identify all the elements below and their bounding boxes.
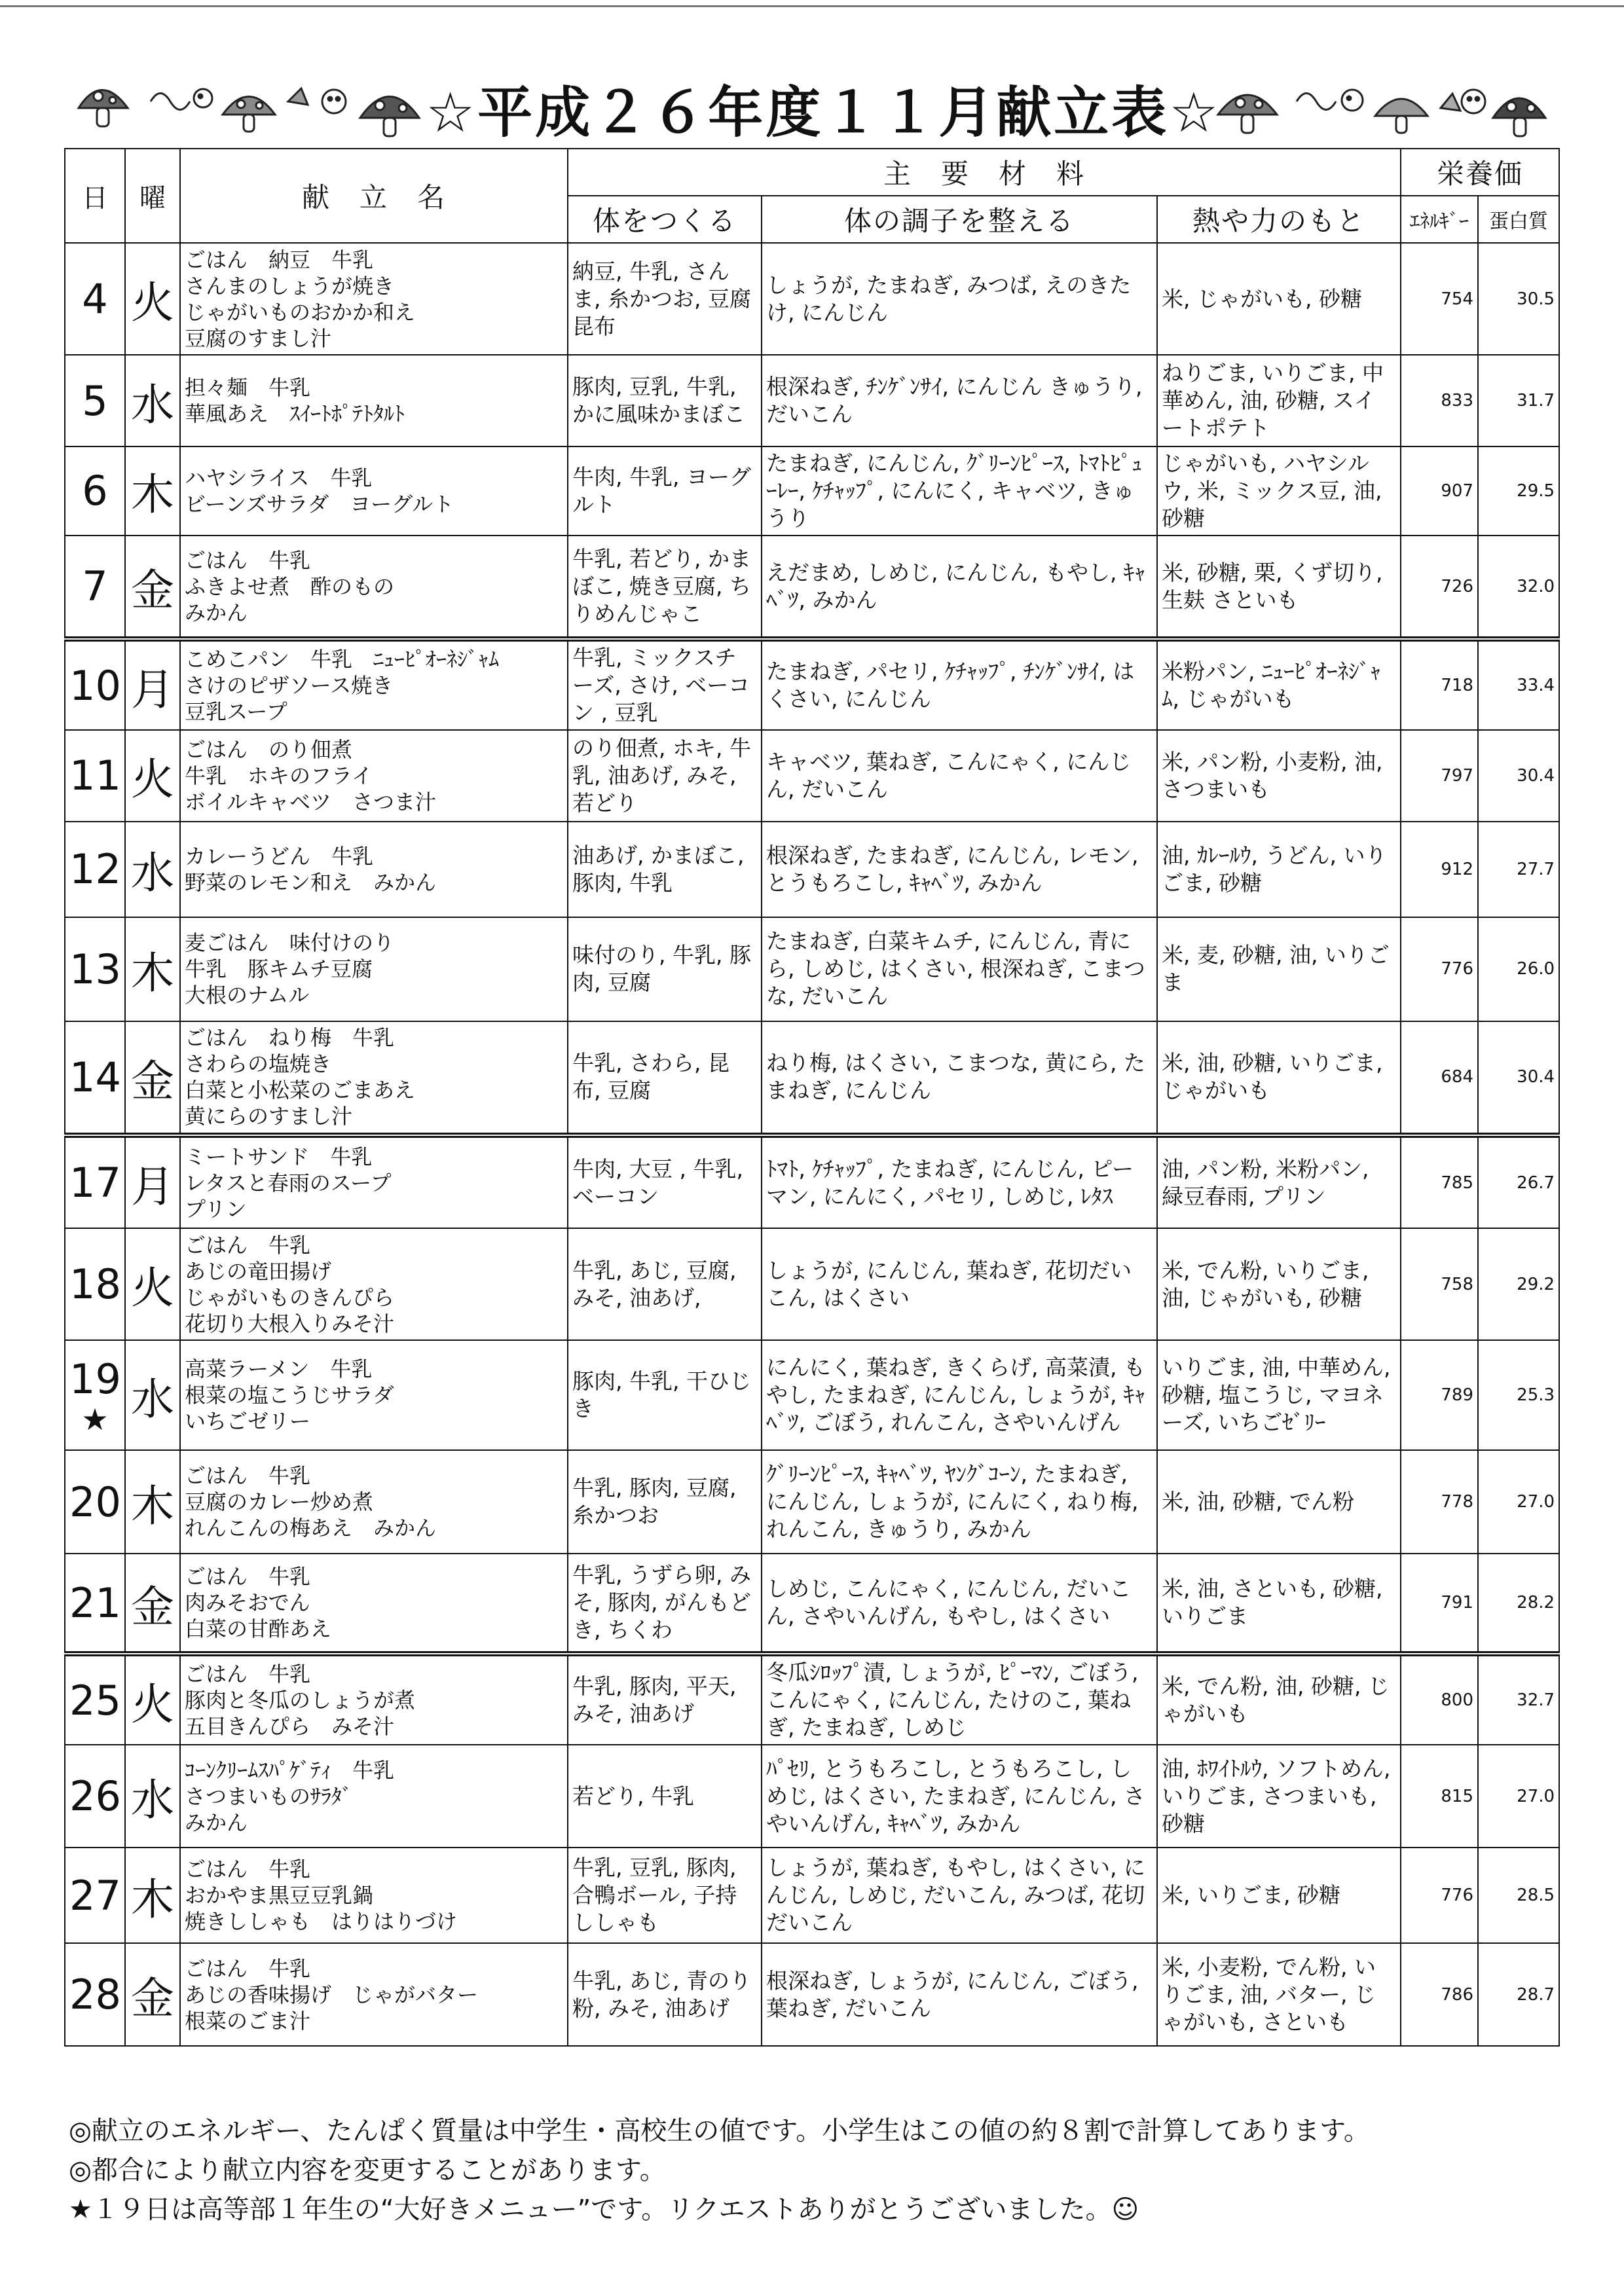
dishes-cell	[180, 1554, 568, 1653]
dish-name: あじの竜田揚げ	[185, 1258, 332, 1284]
day-number: 14	[69, 1053, 121, 1101]
weekday: 水	[125, 822, 180, 917]
body-condition-cell: にんにく, 葉ねぎ, きくらげ, 高菜漬, もやし, たまねぎ, にんじん, しょうが, ｷｬﾍﾞﾂ, ごぼう, れんこん, さやいんげん	[762, 1340, 1157, 1449]
top-rule	[0, 5, 1624, 7]
energy-value: 776	[1401, 1848, 1478, 1943]
dish-name: さつまいものｻﾗﾀﾞ	[185, 1783, 353, 1809]
protein-value: 28.5	[1478, 1848, 1559, 1943]
weekday: 月	[125, 1135, 180, 1228]
dish-name: いちごゼリー	[185, 1409, 311, 1434]
day-cell	[65, 355, 125, 446]
weekday: 金	[125, 536, 180, 640]
header-day: 日	[65, 149, 125, 243]
weekday: 火	[125, 1228, 180, 1340]
dish-name: ごはん 牛乳	[185, 1956, 311, 1981]
energy-source-cell: 米, いりごま, 砂糖	[1157, 1848, 1401, 1943]
dish-name: ごはん ねり梅 牛乳	[185, 1025, 395, 1051]
dish-name: ごはん 牛乳	[185, 1857, 311, 1882]
weekday: 木	[125, 446, 180, 535]
weekday: 水	[125, 1745, 180, 1848]
header	[72, 62, 1552, 145]
body-build-cell: 牛乳, 豚肉, 平天, みそ, 油あげ	[568, 1654, 762, 1745]
energy-value: 797	[1401, 730, 1478, 822]
table-row	[65, 1745, 1559, 1848]
dish-name: 高菜ラーメン 牛乳	[185, 1357, 373, 1382]
dish-name: ごはん 牛乳	[185, 1564, 311, 1590]
energy-value: 800	[1401, 1654, 1478, 1745]
dishes-cell	[180, 1228, 568, 1340]
day-number: 4	[82, 275, 108, 323]
day-number: 11	[69, 752, 121, 800]
protein-value: 29.2	[1478, 1228, 1559, 1340]
dish-name: ボイルキャベツ さつま汁	[185, 789, 437, 814]
day-number: 6	[82, 467, 108, 515]
body-build-cell: 牛肉, 牛乳, ヨーグルト	[568, 446, 762, 535]
energy-value: 815	[1401, 1745, 1478, 1848]
dish-name: 担々麺 牛乳	[185, 375, 311, 401]
dish-name: さんまのしょうが焼き	[185, 273, 395, 299]
dishes-cell	[180, 639, 568, 730]
energy-value: 778	[1401, 1450, 1478, 1554]
dishes-cell	[180, 355, 568, 446]
dish-name: みかん	[185, 1810, 248, 1835]
protein-value: 27.7	[1478, 822, 1559, 917]
dishes-cell	[180, 1943, 568, 2046]
day-cell	[65, 1135, 125, 1228]
dish-name: あじの香味揚げ じゃがバター	[185, 1982, 479, 2007]
weekday: 金	[125, 1943, 180, 2046]
header-main-ingredients: 主 要 材 料	[568, 149, 1401, 196]
energy-source-cell: 米, パン粉, 小麦粉, 油, さつまいも	[1157, 730, 1401, 822]
energy-value: 785	[1401, 1135, 1478, 1228]
table-row	[65, 355, 1559, 446]
energy-source-cell: 油, ｶﾚｰﾙｳ, うどん, いりごま, 砂糖	[1157, 822, 1401, 917]
dish-name: プリン	[185, 1196, 247, 1222]
day-number: 27	[69, 1871, 121, 1920]
energy-value: 789	[1401, 1340, 1478, 1449]
dishes-cell	[180, 730, 568, 822]
dish-name: れんこんの梅あえ みかん	[185, 1516, 437, 1540]
day-cell	[65, 1745, 125, 1848]
day-number: 17	[69, 1159, 121, 1207]
energy-value: 684	[1401, 1021, 1478, 1136]
protein-value: 27.0	[1478, 1450, 1559, 1554]
protein-value: 27.0	[1478, 1745, 1559, 1848]
table-row	[65, 1943, 1559, 2046]
dish-name: ごはん 牛乳	[185, 1463, 311, 1488]
energy-value: 786	[1401, 1943, 1478, 2046]
note-change: ◎都合により献立内容を変更することがあります。	[69, 2155, 666, 2185]
dish-name: ごはん のり佃煮	[185, 737, 353, 762]
note-request: ★１９日は高等部１年生の“大好きメニュー”です。リクエストありがとうございました。☺	[69, 2195, 1139, 2225]
day-cell	[65, 1340, 125, 1449]
body-condition-cell: 根深ねぎ, しょうが, にんじん, ごぼう, 葉ねぎ, だいこん	[762, 1943, 1157, 2046]
weekday: 金	[125, 1021, 180, 1136]
body-condition-cell: 根深ねぎ, たまねぎ, にんじん, レモン, とうもろこし, ｷｬﾍﾞﾂ, みかん	[762, 822, 1157, 917]
weekday: 木	[125, 917, 180, 1021]
dish-name: ビーンズサラダ ヨーグルト	[185, 491, 454, 517]
day-number: 19	[69, 1355, 121, 1403]
dish-name: 焼きししゃも はりはりづけ	[185, 1909, 458, 1935]
body-condition-cell: ｸﾞﾘｰﾝﾋﾟｰｽ, ｷｬﾍﾞﾂ, ﾔﾝｸﾞｺｰﾝ, たまねぎ, にんじん, しょうが, にんにく, ねり梅, れんこん, きゅうり, みかん	[762, 1450, 1157, 1554]
dish-name: 豆腐のすまし汁	[185, 325, 332, 351]
protein-value: 32.7	[1478, 1654, 1559, 1745]
dish-name: 牛乳 豚キムチ豆腐	[185, 957, 373, 982]
day-cell	[65, 446, 125, 535]
body-condition-cell: しょうが, にんじん, 葉ねぎ, 花切だいこん, はくさい	[762, 1228, 1157, 1340]
dishes-cell	[180, 822, 568, 917]
dish-name: 白菜の甘酢あえ	[185, 1616, 332, 1642]
dish-name: 肉みそおでん	[185, 1590, 310, 1616]
table-row	[65, 1228, 1559, 1340]
body-build-cell: 豚肉, 豆乳, 牛乳, かに風味かまぼこ	[568, 355, 762, 446]
header-body-condition: 体の調子を整える	[762, 196, 1157, 243]
header-nutrition: 栄養価	[1401, 149, 1559, 196]
star-icon: ★	[81, 1401, 109, 1437]
energy-value: 791	[1401, 1554, 1478, 1653]
body-condition-cell: たまねぎ, 白菜キムチ, にんじん, 青にら, しめじ, はくさい, 根深ねぎ, こまつな, だいこん	[762, 917, 1157, 1021]
weekday: 水	[125, 355, 180, 446]
body-condition-cell: しょうが, 葉ねぎ, もやし, はくさい, にんじん, しめじ, だいこん, みつば, 花切だいこん	[762, 1848, 1157, 1943]
dish-name: 根菜の塩こうじサラダ	[185, 1383, 394, 1408]
dishes-cell	[180, 1745, 568, 1848]
energy-source-cell: 米粉パン, ﾆｭｰﾋﾟｵｰﾈｼﾞｬﾑ, じゃがいも	[1157, 639, 1401, 730]
header-energy: ｴﾈﾙｷﾞｰ	[1401, 196, 1478, 243]
dish-name: 白菜と小松菜のごまあえ	[185, 1078, 416, 1103]
protein-value: 26.7	[1478, 1135, 1559, 1228]
header-energy-source: 熱や力のもと	[1157, 196, 1401, 243]
dish-name: じゃがいものきんぴら	[185, 1285, 395, 1310]
dish-name: 豆乳スープ	[185, 699, 287, 725]
dishes-cell	[180, 1848, 568, 1943]
body-build-cell: 豚肉, 牛乳, 干ひじき	[568, 1340, 762, 1449]
body-condition-cell: 根深ねぎ, ﾁﾝｹﾞﾝｻｲ, にんじん きゅうり, だいこん	[762, 355, 1157, 446]
table-row	[65, 536, 1559, 640]
dishes-cell	[180, 1450, 568, 1554]
table-row	[65, 1135, 1559, 1228]
dish-name: 黄にらのすまし汁	[185, 1104, 353, 1129]
dish-name: 牛乳 ホキのフライ	[185, 763, 373, 788]
table-row	[65, 1848, 1559, 1943]
day-cell	[65, 730, 125, 822]
energy-source-cell: 油, ﾎﾜｲﾄﾙｳ, ソフトめん, いりごま, さつまいも, 砂糖	[1157, 1745, 1401, 1848]
body-condition-cell: しめじ, こんにゃく, にんじん, だいこん, さやいんげん, もやし, はくさい	[762, 1554, 1157, 1653]
day-number: 12	[69, 845, 121, 894]
protein-value: 26.0	[1478, 917, 1559, 1021]
body-condition-cell: しょうが, たまねぎ, みつば, えのきたけ, にんじん	[762, 243, 1157, 355]
energy-value: 912	[1401, 822, 1478, 917]
energy-source-cell: 油, パン粉, 米粉パン, 緑豆春雨, プリン	[1157, 1135, 1401, 1228]
protein-value: 30.4	[1478, 1021, 1559, 1136]
energy-source-cell: 米, 油, さといも, 砂糖, いりごま	[1157, 1554, 1401, 1653]
dish-name: 花切り大根入りみそ汁	[185, 1311, 395, 1336]
body-build-cell: 味付のり, 牛乳, 豚肉, 豆腐	[568, 917, 762, 1021]
energy-source-cell: 米, 油, 砂糖, いりごま, じゃがいも	[1157, 1021, 1401, 1136]
dish-name: さわらの塩焼き	[185, 1051, 332, 1077]
day-number: 7	[82, 562, 108, 610]
energy-source-cell: 米, でん粉, いりごま, 油, じゃがいも, 砂糖	[1157, 1228, 1401, 1340]
body-build-cell: 牛乳, 豆乳, 豚肉, 合鴨ボール, 子持ししゃも	[568, 1848, 762, 1943]
body-build-cell: 牛乳, あじ, 豆腐, みそ, 油あげ,	[568, 1228, 762, 1340]
protein-value: 28.7	[1478, 1943, 1559, 2046]
body-condition-cell: ねり梅, はくさい, こまつな, 黄にら, たまねぎ, にんじん	[762, 1021, 1157, 1136]
body-build-cell: 牛肉, 大豆 , 牛乳, ベーコン	[568, 1135, 762, 1228]
body-condition-cell: えだまめ, しめじ, にんじん, もやし, ｷｬﾍﾞﾂ, みかん	[762, 536, 1157, 640]
dish-name: みかん	[185, 600, 248, 625]
table-row	[65, 1554, 1559, 1653]
day-cell	[65, 822, 125, 917]
body-condition-cell: キャベツ, 葉ねぎ, こんにゃく, にんじん, だいこん	[762, 730, 1157, 822]
weekday: 金	[125, 1554, 180, 1653]
dish-name: ごはん 牛乳	[185, 1662, 311, 1687]
dish-name: ごはん 牛乳	[185, 547, 311, 573]
energy-source-cell: 米, じゃがいも, 砂糖	[1157, 243, 1401, 355]
page-title: ☆平成２６年度１１月献立表☆	[426, 81, 1221, 145]
dishes-cell	[180, 1021, 568, 1136]
day-cell	[65, 639, 125, 730]
body-build-cell: 納豆, 牛乳, さんま, 糸かつお, 豆腐 昆布	[568, 243, 762, 355]
weekday: 火	[125, 730, 180, 822]
table-row	[65, 822, 1559, 917]
energy-source-cell: 米, でん粉, 油, 砂糖, じゃがいも	[1157, 1654, 1401, 1745]
protein-value: 32.0	[1478, 536, 1559, 640]
protein-value: 33.4	[1478, 639, 1559, 730]
day-cell	[65, 1021, 125, 1136]
dish-name: ごはん 納豆 牛乳	[185, 247, 374, 272]
energy-source-cell: 米, 砂糖, 栗, くず切り, 生麸 さといも	[1157, 536, 1401, 640]
weekday: 火	[125, 1654, 180, 1745]
dishes-cell	[180, 1654, 568, 1745]
energy-source-cell: 米, 油, 砂糖, でん粉	[1157, 1450, 1401, 1554]
weekday: 火	[125, 243, 180, 355]
energy-value: 776	[1401, 917, 1478, 1021]
table-row	[65, 446, 1559, 535]
day-number: 13	[69, 945, 121, 993]
table-row	[65, 1654, 1559, 1745]
table-row	[65, 730, 1559, 822]
day-cell	[65, 1554, 125, 1653]
dish-name: ｺｰﾝｸﾘｰﾑｽﾊﾟｹﾞﾃｨ 牛乳	[185, 1757, 395, 1783]
weekday: 木	[125, 1848, 180, 1943]
dish-name: ごはん 牛乳	[185, 1232, 311, 1258]
dish-name: ふきよせ煮 酢のもの	[185, 574, 395, 599]
dishes-cell	[180, 446, 568, 535]
weekday: 月	[125, 639, 180, 730]
dish-name: じゃがいものおかか和え	[185, 299, 416, 325]
day-number: 5	[82, 376, 108, 425]
dish-name: 大根のナムル	[185, 983, 310, 1008]
table-row	[65, 1450, 1559, 1554]
energy-source-cell: ねりごま, いりごま, 中華めん, 油, 砂糖, スイートポテト	[1157, 355, 1401, 446]
dish-name: さけのピザソース焼き	[185, 673, 394, 699]
dish-name: こめこパン 牛乳 ﾆｭｰﾋﾟｵｰﾈｼﾞｬﾑ	[185, 647, 500, 672]
protein-value: 29.5	[1478, 446, 1559, 535]
dish-name: 豚肉と冬瓜のしょうが煮	[185, 1688, 416, 1713]
table-row	[65, 243, 1559, 355]
body-condition-cell: たまねぎ, パセリ, ｹﾁｬｯﾌﾟ, ﾁﾝｹﾞﾝｻｲ, はくさい, にんじん	[762, 639, 1157, 730]
dishes-cell	[180, 243, 568, 355]
body-build-cell: 油あげ, かまぼこ, 豚肉, 牛乳	[568, 822, 762, 917]
energy-value: 758	[1401, 1228, 1478, 1340]
dishes-cell	[180, 1135, 568, 1228]
table-row	[65, 639, 1559, 730]
energy-value: 718	[1401, 639, 1478, 730]
energy-source-cell: いりごま, 油, 中華めん, 砂糖, 塩こうじ, マヨネーズ, いちごｾﾞﾘｰ	[1157, 1340, 1401, 1449]
day-cell	[65, 536, 125, 640]
day-cell	[65, 1848, 125, 1943]
dish-name: 五目きんぴら みそ汁	[185, 1714, 395, 1740]
body-build-cell: 牛乳, 豚肉, 豆腐, 糸かつお	[568, 1450, 762, 1554]
body-build-cell: 牛乳, うずら卵, みそ, 豚肉, がんもどき, ちくわ	[568, 1554, 762, 1653]
dish-name: 豆腐のカレー炒め煮	[185, 1489, 374, 1514]
body-condition-cell: 冬瓜ｼﾛｯﾌﾟ漬, しょうが, ﾋﾟｰﾏﾝ, ごぼう, こんにゃく, にんじん, たけのこ, 葉ねぎ, たまねぎ, しめじ	[762, 1654, 1157, 1745]
table-row	[65, 1340, 1559, 1449]
table-row	[65, 1021, 1559, 1136]
day-cell	[65, 1228, 125, 1340]
menu-rows	[65, 243, 1559, 2046]
dish-name: 野菜のレモン和え みかん	[185, 869, 437, 895]
weekday: 木	[125, 1450, 180, 1554]
note-energy: ◎献立のエネルギー、たんぱく質量は中学生・高校生の値です。小学生はこの値の約８割で計算してあります。	[69, 2116, 1370, 2146]
mushroom-decoration-right-icon	[1211, 62, 1552, 141]
day-cell	[65, 1654, 125, 1745]
header-body-build: 体をつくる	[568, 196, 762, 243]
energy-source-cell: 米, 麦, 砂糖, 油, いりごま	[1157, 917, 1401, 1021]
dish-name: カレーうどん 牛乳	[185, 843, 374, 869]
dish-name: 根菜のごま汁	[185, 2008, 311, 2033]
menu-table	[64, 148, 1560, 2047]
body-condition-cell: ﾄﾏﾄ, ｹﾁｬｯﾌﾟ, たまねぎ, にんじん, ピーマン, にんにく, パセリ, しめじ, ﾚﾀｽ	[762, 1135, 1157, 1228]
energy-value: 833	[1401, 355, 1478, 446]
day-number: 26	[69, 1772, 121, 1821]
dish-name: ハヤシライス 牛乳	[185, 465, 373, 490]
dish-name: レタスと春雨のスープ	[185, 1170, 392, 1195]
day-number: 28	[69, 1971, 121, 2019]
body-condition-cell: たまねぎ, にんじん, ｸﾞﾘｰﾝﾋﾟｰｽ, ﾄﾏﾄﾋﾟｭｰﾚｰ, ｹﾁｬｯﾌﾟ, にんにく, キャベツ, きゅうり	[762, 446, 1157, 535]
body-build-cell: のり佃煮, ホキ, 牛乳, 油あげ, みそ, 若どり	[568, 730, 762, 822]
dishes-cell	[180, 1340, 568, 1449]
body-build-cell: 牛乳, ミックスチーズ, さけ, ベーコン , 豆乳	[568, 639, 762, 730]
protein-value: 25.3	[1478, 1340, 1559, 1449]
day-number: 20	[69, 1478, 121, 1526]
dish-name: ミートサンド 牛乳	[185, 1144, 373, 1169]
body-build-cell: 牛乳, さわら, 昆布, 豆腐	[568, 1021, 762, 1136]
dish-name: 麦ごはん 味付けのり	[185, 930, 395, 956]
protein-value: 31.7	[1478, 355, 1559, 446]
energy-value: 907	[1401, 446, 1478, 535]
header-menu-name: 献 立 名	[180, 149, 568, 243]
weekday: 水	[125, 1340, 180, 1449]
notes	[69, 2111, 1575, 2229]
day-cell	[65, 243, 125, 355]
day-cell	[65, 1943, 125, 2046]
body-build-cell: 若どり, 牛乳	[568, 1745, 762, 1848]
protein-value: 30.4	[1478, 730, 1559, 822]
energy-source-cell: じゃがいも, ハヤシルウ, 米, ミックス豆, 油, 砂糖	[1157, 446, 1401, 535]
energy-value: 754	[1401, 243, 1478, 355]
day-cell	[65, 917, 125, 1021]
header-protein: 蛋白質	[1478, 196, 1559, 243]
body-build-cell: 牛乳, あじ, 青のり粉, みそ, 油あげ	[568, 1943, 762, 2046]
dish-name: おかやま黒豆豆乳鍋	[185, 1883, 374, 1908]
day-number: 21	[69, 1578, 121, 1627]
header-dow: 曜	[125, 149, 180, 243]
day-number: 10	[69, 661, 121, 710]
table-row	[65, 917, 1559, 1021]
body-condition-cell: ﾊﾟｾﾘ, とうもろこし, とうもろこし, しめじ, はくさい, たまねぎ, にんじん, さやいんげん, ｷｬﾍﾞﾂ, みかん	[762, 1745, 1157, 1848]
energy-source-cell: 米, 小麦粉, でん粉, いりごま, 油, バター, じゃがいも, さといも	[1157, 1943, 1401, 2046]
dish-name: 華風あえ ｽｲｰﾄﾎﾟﾃﾄﾀﾙﾄ	[185, 401, 405, 427]
protein-value: 30.5	[1478, 243, 1559, 355]
dishes-cell	[180, 536, 568, 640]
energy-value: 726	[1401, 536, 1478, 640]
day-cell	[65, 1450, 125, 1554]
day-number: 25	[69, 1676, 121, 1724]
dishes-cell	[180, 917, 568, 1021]
day-number: 18	[69, 1260, 121, 1309]
protein-value: 28.2	[1478, 1554, 1559, 1653]
body-build-cell: 牛乳, 若どり, かまぼこ, 焼き豆腐, ちりめんじゃこ	[568, 536, 762, 640]
mushroom-decoration-left-icon	[72, 62, 426, 141]
